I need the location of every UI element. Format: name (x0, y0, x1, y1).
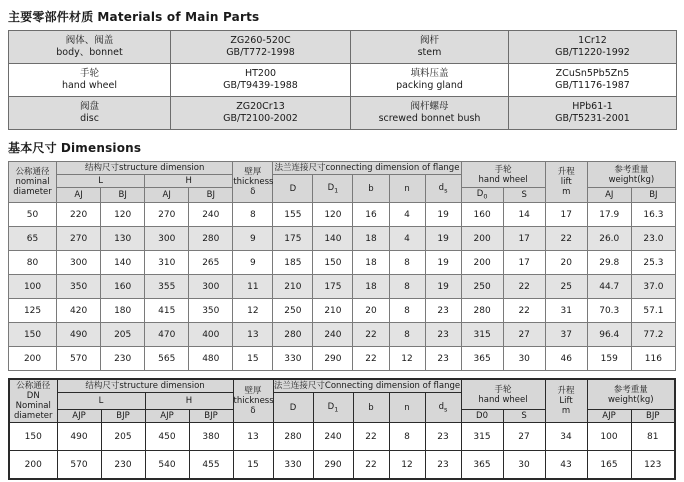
value-cell: 12 (389, 347, 425, 371)
value-cell: 280 (273, 423, 313, 451)
col-header-S: S (503, 188, 545, 203)
value-cell: 116 (631, 347, 675, 371)
value-cell: 130 (101, 227, 145, 251)
value-cell: 15 (233, 451, 273, 480)
value-cell: 8 (233, 203, 273, 227)
value-cell: 300 (57, 251, 101, 275)
part-cell: 填料压盖 packing gland (351, 64, 509, 97)
value-cell: 30 (503, 451, 545, 480)
value-cell: 175 (313, 275, 353, 299)
value-cell: 8 (389, 275, 425, 299)
materials-title (8, 8, 676, 25)
value-cell: 20 (545, 251, 587, 275)
value-cell: 125 (9, 299, 57, 323)
value-cell: 17 (545, 203, 587, 227)
value-cell: 96.4 (587, 323, 631, 347)
value-cell: 420 (57, 299, 101, 323)
value-cell: 200 (461, 251, 503, 275)
table-row (9, 97, 677, 130)
value-cell: 280 (461, 299, 503, 323)
value-cell: 330 (273, 451, 313, 480)
value-cell: 210 (313, 299, 353, 323)
value-cell: 180 (101, 299, 145, 323)
value-cell: 570 (57, 347, 101, 371)
value-cell: 200 (9, 347, 57, 371)
value-cell: 400 (189, 323, 233, 347)
value-cell: 310 (145, 251, 189, 275)
col-header-dn-nominal-diameter: 公称通径 DN Nominal diameter (9, 379, 57, 423)
col-header-L: L (57, 175, 145, 188)
value-cell: 37 (545, 323, 587, 347)
value-cell: 19 (425, 275, 461, 299)
col-header-weight-AJ: AJ (587, 188, 631, 203)
col-header-hand-wheel: 手轮 hand wheel (461, 162, 545, 188)
value-cell: 123 (631, 451, 675, 480)
value-cell: 23 (425, 299, 461, 323)
value-cell: 65 (9, 227, 57, 251)
col-header-D0: D0 (461, 410, 503, 423)
value-cell: 34 (545, 423, 587, 451)
value-cell: 565 (145, 347, 189, 371)
table-row (9, 64, 677, 97)
value-cell: 70.3 (587, 299, 631, 323)
part-cell: 阀体、阀盖 body、bonnet (9, 31, 171, 64)
col-header-flange-dimension: 法兰连接尺寸Connecting dimension of flange (273, 381, 461, 392)
value-cell: 13 (233, 323, 273, 347)
value-cell: 490 (57, 323, 101, 347)
value-cell: 280 (273, 323, 313, 347)
value-cell: 12 (233, 299, 273, 323)
value-cell: 300 (145, 227, 189, 251)
value-cell: 450 (145, 423, 189, 451)
value-cell: 37.0 (631, 275, 675, 299)
col-header-ds: $d_s$ (425, 175, 461, 203)
value-cell: 26.0 (587, 227, 631, 251)
value-cell: 570 (57, 451, 101, 480)
col-header-weight: 参考重量 weight(kg) (587, 379, 675, 410)
part-cell: HT200 GB/T9439-1988 (171, 64, 351, 97)
value-cell: 8 (389, 251, 425, 275)
col-header-H: H (145, 175, 233, 188)
value-cell: 4 (389, 203, 425, 227)
value-cell: 165 (587, 451, 631, 480)
col-header-H-BJP: BJP (189, 410, 233, 423)
value-cell: 270 (57, 227, 101, 251)
col-header-weight: 参考重量 weight(kg) (587, 162, 675, 188)
value-cell: 205 (101, 323, 145, 347)
value-cell: 250 (461, 275, 503, 299)
value-cell: 140 (101, 251, 145, 275)
value-cell: 8 (389, 299, 425, 323)
value-cell: 16 (353, 203, 389, 227)
value-cell: 355 (145, 275, 189, 299)
value-cell: 265 (189, 251, 233, 275)
value-cell: 480 (189, 347, 233, 371)
value-cell: 77.2 (631, 323, 675, 347)
value-cell: 80 (9, 251, 57, 275)
part-cell: 阀杆螺母 screwed bonnet bush (351, 97, 509, 130)
value-cell: 240 (189, 203, 233, 227)
value-cell: 22 (503, 275, 545, 299)
value-cell: 57.1 (631, 299, 675, 323)
value-cell: 44.7 (587, 275, 631, 299)
table-row (9, 451, 675, 480)
value-cell: 22 (353, 423, 389, 451)
col-header-b: b (353, 393, 389, 423)
part-cell: 阀盘 disc (9, 97, 171, 130)
value-cell: 11 (233, 275, 273, 299)
value-cell: 9 (233, 227, 273, 251)
value-cell: 17.9 (587, 203, 631, 227)
value-cell: 22 (353, 323, 389, 347)
value-cell: 23 (425, 451, 461, 480)
value-cell: 4 (389, 227, 425, 251)
col-header-n: n (389, 175, 425, 203)
value-cell: 25.3 (631, 251, 675, 275)
value-cell: 23 (425, 423, 461, 451)
value-cell: 315 (461, 423, 503, 451)
value-cell: 22 (545, 227, 587, 251)
value-cell: 490 (57, 423, 101, 451)
col-header-L-BJ: BJ (101, 188, 145, 203)
table-row (9, 31, 677, 64)
dimensions-title-en: Dimensions (60, 141, 142, 155)
value-cell: 350 (189, 299, 233, 323)
col-header-lift: 升程 lift m (545, 162, 587, 203)
value-cell: 159 (587, 347, 631, 371)
table-row (9, 203, 676, 227)
value-cell: 8 (389, 323, 425, 347)
value-cell: 43 (545, 451, 587, 480)
value-cell: 25 (545, 275, 587, 299)
materials-table (8, 30, 677, 130)
value-cell: 270 (145, 203, 189, 227)
value-cell: 315 (461, 323, 503, 347)
value-cell: 230 (101, 451, 145, 480)
table-row (9, 227, 676, 251)
value-cell: 200 (9, 451, 57, 480)
value-cell: 46 (545, 347, 587, 371)
value-cell: 120 (313, 203, 353, 227)
col-header-H-BJ: BJ (189, 188, 233, 203)
part-cell: ZG20Cr13 GB/T2100-2002 (171, 97, 351, 130)
value-cell: 250 (273, 299, 313, 323)
value-cell: 81 (631, 423, 675, 451)
value-cell: 19 (425, 203, 461, 227)
value-cell: 280 (189, 227, 233, 251)
value-cell: 23 (425, 323, 461, 347)
value-cell: 22 (353, 347, 389, 371)
value-cell: 160 (461, 203, 503, 227)
value-cell: 140 (313, 227, 353, 251)
table-row (9, 423, 675, 451)
dimensions-title (8, 139, 676, 156)
col-header-L-AJ: AJ (57, 188, 101, 203)
value-cell: 300 (189, 275, 233, 299)
value-cell: 8 (389, 423, 425, 451)
value-cell: 15 (233, 347, 273, 371)
dimensions-title-zh: 基本尺寸 (8, 141, 57, 155)
part-cell: ZG260-520C GB/T772-1998 (171, 31, 351, 64)
table-row (9, 251, 676, 275)
materials-title-en: Materials of Main Parts (97, 10, 260, 24)
value-cell: 350 (57, 275, 101, 299)
col-header-lift: 升程 Lift m (545, 379, 587, 423)
value-cell: 240 (313, 323, 353, 347)
col-header-H-AJ: AJ (145, 188, 189, 203)
value-cell: 30 (503, 347, 545, 371)
value-cell: 18 (353, 227, 389, 251)
value-cell: 120 (101, 203, 145, 227)
col-header-thickness: 壁厚 thickness δ (233, 162, 273, 203)
col-header-L-AJP: AJP (57, 410, 101, 423)
value-cell: 330 (273, 347, 313, 371)
value-cell: 470 (145, 323, 189, 347)
col-header-flange-dimension: 法兰连接尺寸connecting dimension of flange (274, 163, 460, 173)
value-cell: 230 (101, 347, 145, 371)
table-row (9, 275, 676, 299)
value-cell: 290 (313, 347, 353, 371)
value-cell: 22 (503, 299, 545, 323)
value-cell: 220 (57, 203, 101, 227)
value-cell: 23.0 (631, 227, 675, 251)
col-header-structure-dimension: 结构尺寸structure dimension (57, 162, 233, 175)
value-cell: 9 (233, 251, 273, 275)
value-cell: 27 (503, 323, 545, 347)
value-cell: 31 (545, 299, 587, 323)
value-cell: 160 (101, 275, 145, 299)
value-cell: 23 (425, 347, 461, 371)
part-cell: 阀杆 stem (351, 31, 509, 64)
col-header-D: D (273, 175, 313, 203)
dimensions-table-1 (8, 161, 676, 371)
value-cell: 155 (273, 203, 313, 227)
col-header-weight-AJP: AJP (587, 410, 631, 423)
value-cell: 185 (273, 251, 313, 275)
value-cell: 20 (353, 299, 389, 323)
value-cell: 210 (273, 275, 313, 299)
value-cell: 150 (9, 323, 57, 347)
col-header-S: S (503, 410, 545, 423)
value-cell: 415 (145, 299, 189, 323)
col-header-weight-BJP: BJP (631, 410, 675, 423)
col-header-L: L (57, 393, 145, 410)
value-cell: 205 (101, 423, 145, 451)
value-cell: 14 (503, 203, 545, 227)
value-cell: 12 (389, 451, 425, 480)
value-cell: 17 (503, 227, 545, 251)
value-cell: 29.8 (587, 251, 631, 275)
value-cell: 19 (425, 251, 461, 275)
col-header-H: H (145, 393, 233, 410)
table-row (9, 299, 676, 323)
value-cell: 18 (353, 251, 389, 275)
col-header-hand-wheel: 手轮 hand wheel (461, 379, 545, 410)
value-cell: 18 (353, 275, 389, 299)
value-cell: 290 (313, 451, 353, 480)
table-row (9, 323, 676, 347)
col-header-n: n (389, 393, 425, 423)
col-header-D0: $D_0$ (461, 188, 503, 203)
part-cell: 1Cr12 GB/T1220-1992 (509, 31, 677, 64)
col-header-D: D (273, 393, 313, 423)
col-header-D1: $D_1$ (313, 393, 353, 423)
value-cell: 365 (461, 451, 503, 480)
col-header-thickness: 壁厚 thickness δ (233, 379, 273, 423)
value-cell: 175 (273, 227, 313, 251)
materials-title-zh: 主要零部件材质 (8, 10, 94, 24)
part-cell: ZCuSn5Pb5Zn5 GB/T1176-1987 (509, 64, 677, 97)
value-cell: 19 (425, 227, 461, 251)
table-row (9, 347, 676, 371)
value-cell: 13 (233, 423, 273, 451)
value-cell: 100 (9, 275, 57, 299)
value-cell: 540 (145, 451, 189, 480)
col-header-weight-BJ: BJ (631, 188, 675, 203)
value-cell: 200 (461, 227, 503, 251)
dimensions-table-2 (8, 378, 676, 480)
col-header-H-AJP: AJP (145, 410, 189, 423)
col-header-b: b (353, 175, 389, 203)
col-header-D1: $D_1$ (313, 175, 353, 203)
value-cell: 150 (9, 423, 57, 451)
value-cell: 16.3 (631, 203, 675, 227)
value-cell: 380 (189, 423, 233, 451)
value-cell: 150 (313, 251, 353, 275)
value-cell: 455 (189, 451, 233, 480)
value-cell: 100 (587, 423, 631, 451)
value-cell: 27 (503, 423, 545, 451)
col-header-nominal-diameter: 公称通径 nominal diameter (9, 162, 57, 203)
value-cell: 22 (353, 451, 389, 480)
col-header-ds: $d_s$ (425, 393, 461, 423)
col-header-L-BJP: BJP (101, 410, 145, 423)
value-cell: 365 (461, 347, 503, 371)
part-cell: 手轮 hand wheel (9, 64, 171, 97)
col-header-structure-dimension: 结构尺寸structure dimension (57, 379, 233, 393)
part-cell: HPb61-1 GB/T5231-2001 (509, 97, 677, 130)
value-cell: 240 (313, 423, 353, 451)
value-cell: 50 (9, 203, 57, 227)
value-cell: 17 (503, 251, 545, 275)
